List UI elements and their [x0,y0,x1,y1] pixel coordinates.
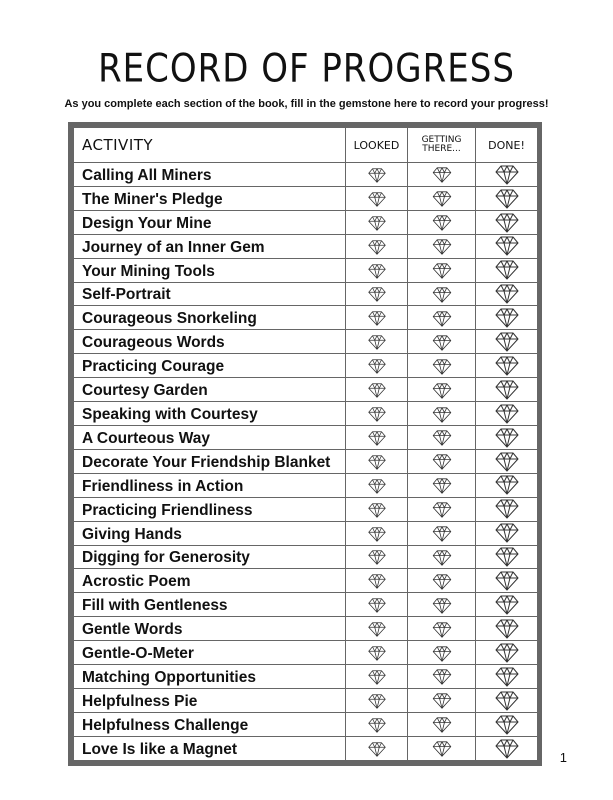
table-header-row [74,128,538,163]
getting-there-gem-cell[interactable] [408,186,476,210]
table-row [74,665,538,689]
diamond-outline-icon [432,452,452,471]
done-gem-cell[interactable] [476,306,538,330]
getting-there-gem-cell[interactable] [408,163,476,187]
getting-there-gem-cell[interactable] [408,425,476,449]
activity-label: Fill with Gentleness [74,593,346,617]
table-row [74,282,538,306]
progress-table [73,127,538,761]
looked-gem-cell[interactable] [346,330,408,354]
diamond-outline-icon [432,715,452,734]
diamond-outline-icon [494,595,520,614]
looked-gem-cell[interactable] [346,258,408,282]
done-gem-cell[interactable] [476,688,538,712]
table-body [74,163,538,761]
activity-label: Digging for Generosity [74,545,346,569]
done-gem-cell[interactable] [476,354,538,378]
diamond-outline-icon [368,715,386,734]
activity-label: Courageous Snorkeling [74,306,346,330]
activity-label: Gentle-O-Meter [74,641,346,665]
done-gem-cell[interactable] [476,712,538,736]
done-gem-cell[interactable] [476,617,538,641]
diamond-outline-icon [432,667,452,686]
diamond-outline-icon [432,571,452,590]
diamond-outline-icon [368,165,386,184]
diamond-outline-icon [432,332,452,351]
diamond-outline-icon [494,475,520,494]
page-title: RECORD OF PROGRESS [98,46,515,92]
diamond-outline-icon [368,428,386,447]
getting-there-gem-cell[interactable] [408,545,476,569]
diamond-outline-icon [494,451,520,470]
diamond-outline-icon [432,428,452,447]
diamond-outline-icon [368,524,386,543]
diamond-outline-icon [432,284,452,303]
done-gem-cell[interactable] [476,330,538,354]
diamond-outline-icon [432,356,452,375]
diamond-outline-icon [368,189,386,208]
looked-gem-cell[interactable] [346,593,408,617]
done-gem-cell[interactable] [476,593,538,617]
activity-label: Calling All Miners [74,163,346,187]
done-gem-cell[interactable] [476,234,538,258]
diamond-outline-icon [368,380,386,399]
activity-label: Love Is like a Magnet [74,736,346,760]
getting-there-gem-cell[interactable] [408,593,476,617]
diamond-outline-icon [368,547,386,566]
diamond-outline-icon [432,189,452,208]
getting-there-gem-cell[interactable] [408,665,476,689]
getting-there-gem-cell[interactable] [408,330,476,354]
looked-gem-cell[interactable] [346,497,408,521]
diamond-outline-icon [494,714,520,733]
diamond-outline-icon [432,237,452,256]
looked-gem-cell[interactable] [346,736,408,760]
table-row [74,688,538,712]
header-getting-there: GETTING THERE... [408,128,476,163]
looked-gem-cell[interactable] [346,449,408,473]
getting-there-gem-cell[interactable] [408,712,476,736]
activity-label: Giving Hands [74,521,346,545]
diamond-outline-icon [494,642,520,661]
getting-there-gem-cell[interactable] [408,258,476,282]
diamond-outline-icon [432,261,452,280]
diamond-outline-icon [432,500,452,519]
done-gem-cell[interactable] [476,425,538,449]
getting-there-gem-cell[interactable] [408,306,476,330]
diamond-outline-icon [368,261,386,280]
diamond-outline-icon [432,547,452,566]
done-gem-cell[interactable] [476,282,538,306]
diamond-outline-icon [494,427,520,446]
diamond-outline-icon [494,618,520,637]
diamond-outline-icon [368,308,386,327]
diamond-outline-icon [494,403,520,422]
table-row [74,736,538,760]
looked-gem-cell[interactable] [346,186,408,210]
looked-gem-cell[interactable] [346,378,408,402]
activity-label: Practicing Friendliness [74,497,346,521]
done-gem-cell[interactable] [476,258,538,282]
diamond-outline-icon [368,500,386,519]
diamond-outline-icon [494,379,520,398]
getting-there-gem-cell[interactable] [408,736,476,760]
header-activity: ACTIVITY [74,128,346,163]
diamond-outline-icon [494,212,520,231]
getting-there-gem-cell[interactable] [408,282,476,306]
done-gem-cell[interactable] [476,665,538,689]
diamond-outline-icon [494,236,520,255]
diamond-outline-icon [368,476,386,495]
done-gem-cell[interactable] [476,402,538,426]
table-row [74,473,538,497]
looked-gem-cell[interactable] [346,163,408,187]
activity-label: Helpfulness Challenge [74,712,346,736]
diamond-outline-icon [494,499,520,518]
looked-gem-cell[interactable] [346,617,408,641]
table-row [74,258,538,282]
diamond-outline-icon [432,739,452,758]
looked-gem-cell[interactable] [346,210,408,234]
diamond-outline-icon [368,356,386,375]
table-row [74,210,538,234]
diamond-outline-icon [494,738,520,757]
looked-gem-cell[interactable] [346,688,408,712]
table-row [74,569,538,593]
getting-there-gem-cell[interactable] [408,402,476,426]
looked-gem-cell[interactable] [346,521,408,545]
table-row [74,617,538,641]
activity-label: Speaking with Courtesy [74,402,346,426]
progress-table-frame [68,122,542,766]
diamond-outline-icon [494,355,520,374]
done-gem-cell[interactable] [476,736,538,760]
activity-label: Journey of an Inner Gem [74,234,346,258]
getting-there-gem-cell[interactable] [408,497,476,521]
table-row [74,378,538,402]
activity-label: A Courteous Way [74,425,346,449]
looked-gem-cell[interactable] [346,234,408,258]
diamond-outline-icon [368,691,386,710]
table-row [74,163,538,187]
getting-there-gem-cell[interactable] [408,688,476,712]
diamond-outline-icon [432,213,452,232]
diamond-outline-icon [432,643,452,662]
done-gem-cell[interactable] [476,473,538,497]
activity-label: Courtesy Garden [74,378,346,402]
activity-label: Helpfulness Pie [74,688,346,712]
diamond-outline-icon [368,332,386,351]
done-gem-cell[interactable] [476,545,538,569]
getting-there-gem-cell[interactable] [408,378,476,402]
looked-gem-cell[interactable] [346,282,408,306]
diamond-outline-icon [494,690,520,709]
diamond-outline-icon [432,476,452,495]
diamond-outline-icon [494,308,520,327]
table-row [74,306,538,330]
looked-gem-cell[interactable] [346,665,408,689]
diamond-outline-icon [432,404,452,423]
diamond-outline-icon [494,547,520,566]
page-number: 1 [559,750,567,765]
diamond-outline-icon [368,284,386,303]
done-gem-cell[interactable] [476,378,538,402]
activity-label: Design Your Mine [74,210,346,234]
table-row [74,425,538,449]
done-gem-cell[interactable] [476,569,538,593]
header-looked: LOOKED [346,128,408,163]
table-row [74,593,538,617]
header-done: DONE! [476,128,538,163]
diamond-outline-icon [368,643,386,662]
looked-gem-cell[interactable] [346,425,408,449]
activity-label: The Miner's Pledge [74,186,346,210]
activity-label: Acrostic Poem [74,569,346,593]
getting-there-gem-cell[interactable] [408,354,476,378]
diamond-outline-icon [432,691,452,710]
diamond-outline-icon [368,213,386,232]
looked-gem-cell[interactable] [346,712,408,736]
table-row [74,186,538,210]
diamond-outline-icon [368,404,386,423]
diamond-outline-icon [432,595,452,614]
page-subtitle: As you complete each section of the book, fill in the gemstone here to record your progress! [64,98,549,110]
done-gem-cell[interactable] [476,497,538,521]
diamond-outline-icon [368,619,386,638]
done-gem-cell[interactable] [476,641,538,665]
getting-there-gem-cell[interactable] [408,641,476,665]
looked-gem-cell[interactable] [346,354,408,378]
table-row [74,402,538,426]
diamond-outline-icon [494,284,520,303]
done-gem-cell[interactable] [476,210,538,234]
getting-there-gem-cell[interactable] [408,569,476,593]
looked-gem-cell[interactable] [346,473,408,497]
activity-label: Self-Portrait [74,282,346,306]
diamond-outline-icon [494,332,520,351]
table-row [74,712,538,736]
table-row [74,234,538,258]
getting-there-gem-cell[interactable] [408,210,476,234]
diamond-outline-icon [494,571,520,590]
diamond-outline-icon [368,667,386,686]
table-row [74,545,538,569]
looked-gem-cell[interactable] [346,641,408,665]
diamond-outline-icon [368,595,386,614]
activity-label: Courageous Words [74,330,346,354]
diamond-outline-icon [432,380,452,399]
getting-there-gem-cell[interactable] [408,617,476,641]
activity-label: Gentle Words [74,617,346,641]
getting-there-gem-cell[interactable] [408,521,476,545]
diamond-outline-icon [494,188,520,207]
table-row [74,521,538,545]
diamond-outline-icon [368,739,386,758]
diamond-outline-icon [432,619,452,638]
done-gem-cell[interactable] [476,449,538,473]
table-row [74,641,538,665]
getting-there-gem-cell[interactable] [408,473,476,497]
diamond-outline-icon [432,524,452,543]
diamond-outline-icon [432,165,452,184]
diamond-outline-icon [494,666,520,685]
activity-label: Decorate Your Friendship Blanket [74,449,346,473]
table-row [74,354,538,378]
done-gem-cell[interactable] [476,163,538,187]
done-gem-cell[interactable] [476,521,538,545]
getting-there-gem-cell[interactable] [408,234,476,258]
activity-label: Practicing Courage [74,354,346,378]
done-gem-cell[interactable] [476,186,538,210]
looked-gem-cell[interactable] [346,402,408,426]
getting-there-gem-cell[interactable] [408,449,476,473]
diamond-outline-icon [368,237,386,256]
diamond-outline-icon [494,164,520,183]
looked-gem-cell[interactable] [346,569,408,593]
diamond-outline-icon [494,260,520,279]
diamond-outline-icon [368,452,386,471]
table-row [74,330,538,354]
looked-gem-cell[interactable] [346,545,408,569]
diamond-outline-icon [494,523,520,542]
table-row [74,497,538,521]
activity-label: Your Mining Tools [74,258,346,282]
diamond-outline-icon [368,571,386,590]
diamond-outline-icon [432,308,452,327]
activity-label: Friendliness in Action [74,473,346,497]
activity-label: Matching Opportunities [74,665,346,689]
looked-gem-cell[interactable] [346,306,408,330]
table-row [74,449,538,473]
